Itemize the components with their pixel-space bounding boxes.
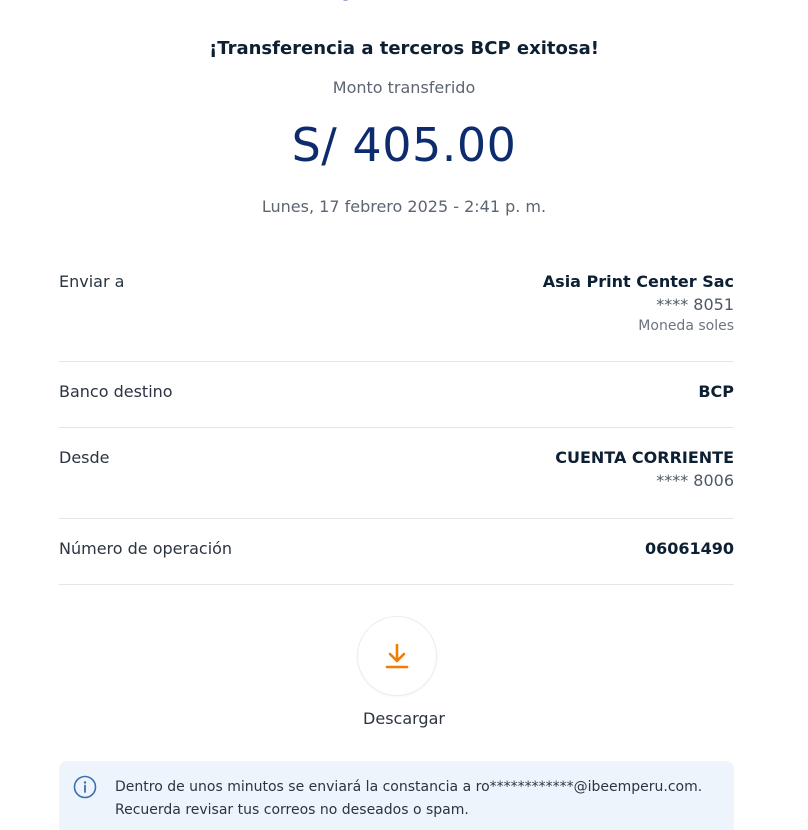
notice-line-1: Dentro de unos minutos se enviará la constancia a ro************@ibeemperu.com. [115, 779, 703, 795]
amount-caption: Monto transferido [332, 78, 476, 97]
detail-row-bank [59, 362, 734, 428]
recipient-account: **** 8051 [656, 295, 734, 314]
transfer-amount: S/ 405.00 [291, 118, 517, 172]
transfer-details [59, 252, 734, 585]
notice-text [115, 776, 725, 822]
operation-label: Número de operación [59, 539, 233, 558]
transfer-datetime: Lunes, 17 febrero 2025 - 2:41 p. m. [261, 197, 547, 216]
recipient-label: Enviar a [59, 272, 125, 291]
operation-number: 06061490 [644, 539, 734, 558]
download-label[interactable]: Descargar [363, 709, 445, 728]
from-account-type: CUENTA CORRIENTE [555, 448, 734, 467]
bank-value [698, 362, 734, 401]
recipient-name: Asia Print Center Sac [542, 272, 734, 291]
recipient-currency: Moneda soles [638, 318, 734, 334]
download-icon [385, 642, 409, 670]
from-value [555, 428, 734, 490]
info-icon [73, 775, 97, 799]
operation-value [645, 519, 734, 558]
success-icon [330, 0, 360, 4]
detail-row-recipient [59, 252, 734, 362]
detail-row-from [59, 428, 734, 519]
email-notice [59, 761, 734, 830]
from-account: **** 8006 [656, 471, 734, 490]
page-title: ¡Transferencia a terceros BCP exitosa! [209, 38, 599, 59]
bank-label: Banco destino [59, 382, 173, 401]
recipient-value [543, 252, 734, 334]
from-label: Desde [59, 448, 110, 467]
bank-name: BCP [698, 382, 734, 401]
download-button[interactable] [357, 616, 437, 696]
notice-line-2: Recuerda revisar tus correos no deseados o spam. [115, 802, 469, 818]
detail-row-operation [59, 519, 734, 585]
